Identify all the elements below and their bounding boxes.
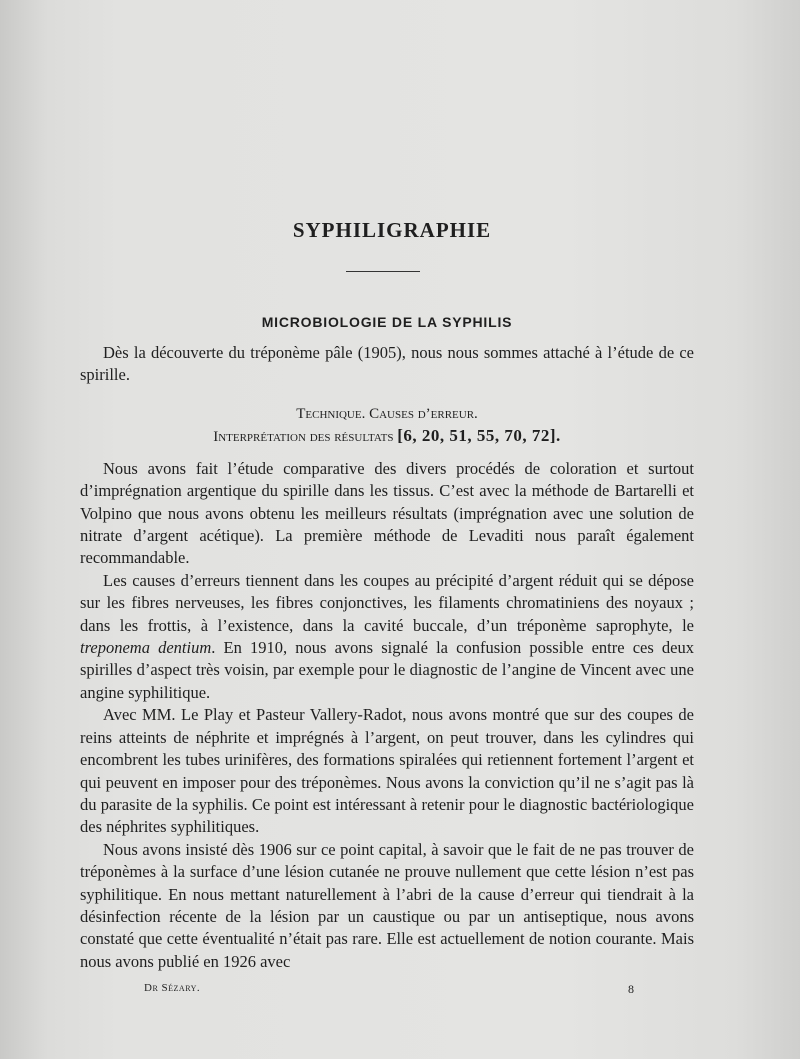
paragraph-2-after: . En 1910, nous avons signalé la confusion possible entre ces deux spirilles d’aspect très voisin, par exemple pour le diagnostic de l’angine de Vincent avec une angine syphilitique. bbox=[80, 638, 694, 702]
page-content bbox=[80, 214, 694, 973]
paragraph-2-italic: treponema dentium bbox=[80, 638, 212, 658]
intro-paragraph: Dès la découverte du tréponème pâle (1905), nous nous sommes attaché à l’étude de ce spirille. bbox=[80, 343, 694, 385]
section-title: MICROBIOLOGIE DE LA SYPHILIS bbox=[261, 314, 513, 330]
subheading-line-2-text: Interprétation des résultats bbox=[213, 428, 394, 445]
title-divider bbox=[346, 271, 420, 272]
page-number: 8 bbox=[628, 982, 634, 996]
subheading-line-2 bbox=[80, 425, 694, 448]
page-footer bbox=[144, 982, 634, 994]
paragraph-2-before: Les causes d’erreurs tiennent dans les coupes au précipité d’argent réduit qui se dépose sur les fibres nerveuses, les fibres conjonctives, les filaments chromatiniens des noyaux ; dans les frottis, à l’existence, dans la cavité buccale, d’un tréponème saprophyte, le bbox=[80, 570, 694, 635]
paragraph-3: Avec MM. Le Play et Pasteur Vallery-Radot, nous avons montré que sur des coupes de reins atteints de néphrite et imprégnés à l’argent, on peut trouver, dans les cylindres qui encombrent les tubes urinifères, des formations spiralées qui retiennent fortement l’argent et qui peuvent en imposer pour des tréponèmes. Nous avons la conviction qu’il ne s’agit pas là du parasite de la syphilis. Ce point est intéressant à retenir pour le diagnostic bactériologique des néphrites syphilitiques. bbox=[80, 705, 694, 837]
footer-author: Dr Sézary. bbox=[144, 982, 201, 994]
subheading-line-1: Technique. Causes d’erreur. bbox=[296, 405, 478, 422]
page-title: SYPHILIGRAPHIE bbox=[292, 218, 492, 242]
paragraph-1: Nous avons fait l’étude comparative des divers procédés de coloration et surtout d’imprégnation argentique du spirille dans les tissus. C’est avec la méthode de Bartarelli et Volpino que nous avons obtenu les meilleurs résultats (imprégnation avec une solution de nitrate d’argent acétique). La première méthode de Levaditi nous paraît également recommandable. bbox=[80, 458, 694, 568]
paragraph-4: Nous avons insisté dès 1906 sur ce point capital, à savoir que le fait de ne pas trouver de tréponèmes à la surface d’une lésion cutanée ne prouve nullement que cette lésion n’est pas syphilitique. En nous mettant naturellement à l’abri de la cause d’erreur qui tiendrait à la désinfection récente de la lésion par un caustique ou par un antiseptique, nous avons constaté que cette éventualité n’était pas rare. Elle est actuellement de notion courante. Mais nous avons publié en 1926 avec bbox=[80, 839, 694, 971]
subheading-references: [6, 20, 51, 55, 70, 72]. bbox=[397, 425, 561, 445]
paragraph-2 bbox=[80, 570, 694, 704]
subheading-block bbox=[80, 403, 694, 448]
